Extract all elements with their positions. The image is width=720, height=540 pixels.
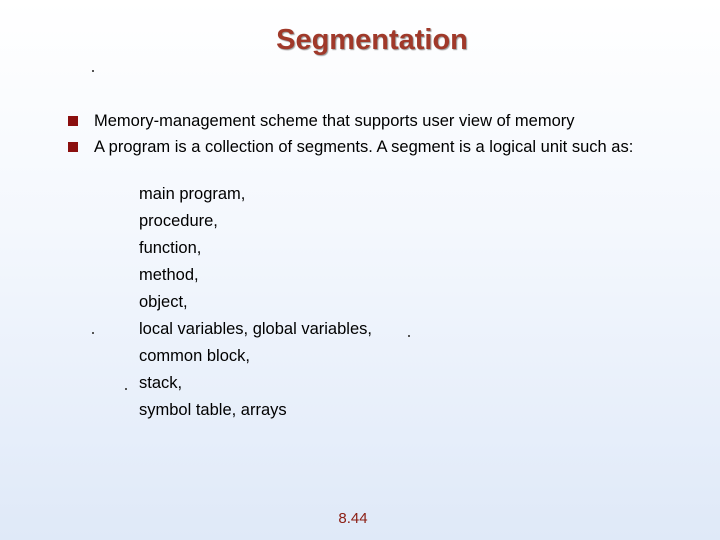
bullet-item [68,111,668,131]
list-item: main program, [139,185,246,203]
list-item: local variables, global variables, [139,320,372,338]
list-item: common block, [139,347,250,365]
segment-examples-list [139,181,372,424]
stray-dot [92,70,94,72]
list-item: function, [139,239,202,257]
square-bullet-icon [68,142,78,152]
stray-dot [408,335,410,337]
bullet-list [68,111,668,163]
list-item: symbol table, arrays [139,401,287,419]
list-item: object, [139,293,188,311]
slide-title: Segmentation [276,24,468,56]
stray-dot [92,332,94,334]
bullet-text: A program is a collection of segments. A segment is a logical unit such as: [94,138,634,156]
bullet-text: Memory-management scheme that supports user view of memory [94,112,575,130]
bullet-item [68,137,668,157]
list-item: procedure, [139,212,218,230]
page-number: 8.44 [338,510,368,527]
list-item: stack, [139,374,183,392]
square-bullet-icon [68,116,78,126]
stray-dot [125,388,127,390]
list-item: method, [139,266,199,284]
